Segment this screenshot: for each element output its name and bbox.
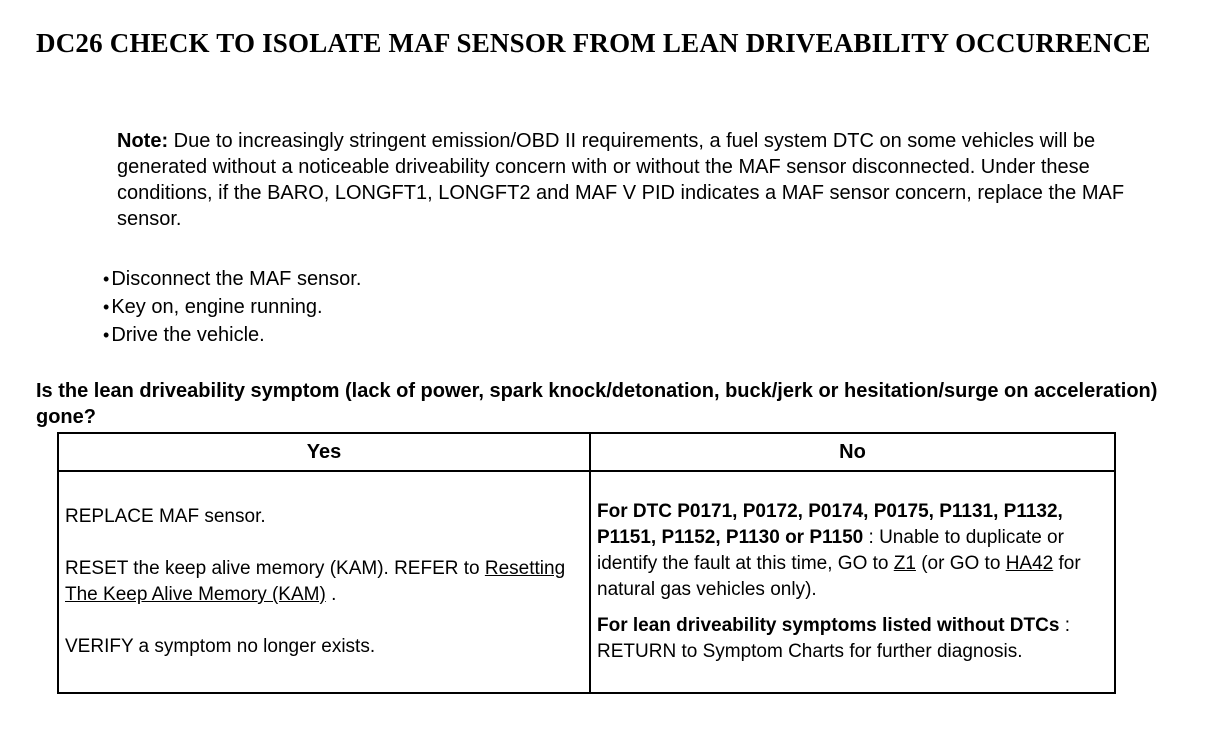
lean-symptoms-label: For lean driveability symptoms listed without DTCs [597,615,1060,636]
yes-cell: REPLACE MAF sensor. RESET the keep alive memory (KAM). REFER to Resetting The Keep Alive Memory (KAM) . VERIFY a symptom no longer exists. [58,471,590,693]
no-header: No [590,433,1115,471]
yes-header: Yes [58,433,590,471]
dtc-list: For DTC P0171, P0172, P0174, P0175, P1131, P1132, P1151, P1152, P1130 or P1150 [597,501,1063,548]
table-header-row [58,433,1115,471]
diagnostic-question: Is the lean driveability symptom (lack of power, spark knock/detonation, buck/jerk or hesitation/surge on acceleration) gone? [36,380,1158,428]
lean-symptoms-text: : RETURN to Symptom Charts for further diagnosis. [597,615,1070,662]
note-label: Note: [117,130,169,152]
decision-table [57,432,1116,694]
table-row [58,471,1115,693]
kam-reset-link[interactable]: Resetting The Keep Alive Memory (KAM) [65,558,566,605]
yes-replace-text: REPLACE MAF sensor. [65,506,266,527]
procedure-steps [103,265,361,349]
note-text: Due to increasingly stringent emission/OBD II requirements, a fuel system DTC on some vehicles will be generated without a noticeable driveability concern with or without the MAF sensor disconnected. Under these conditions, if the BARO, LONGFT1, LONGFT2 and MAF V PID indicates a MAF sensor concern, replace the MAF sensor. [117,130,1125,230]
ha42-link[interactable]: HA42 [1005,553,1054,574]
step-item: • Drive the vehicle. [103,321,361,349]
yes-reset-text: RESET the keep alive memory (KAM). REFER to [65,558,485,579]
note-paragraph [117,128,1187,232]
no-cell: For DTC P0171, P0172, P0174, P0175, P1131, P1132, P1151, P1152, P1130 or P1150 : Unable to duplicate or identify the fault at this time, GO to Z1 (or GO to HA42 for natural gas vehicles only). For lean driveability symptoms listed without DTCs : RETURN to Symptom Charts for further diagnosis. [590,471,1115,693]
z1-link[interactable]: Z1 [893,553,916,574]
yes-verify-text: VERIFY a symptom no longer exists. [65,636,376,657]
step-item: • Key on, engine running. [103,293,361,321]
step-item: • Disconnect the MAF sensor. [103,265,361,293]
page-title: DC26 CHECK TO ISOLATE MAF SENSOR FROM LEAN DRIVEABILITY OCCURRENCE [36,28,1151,58]
